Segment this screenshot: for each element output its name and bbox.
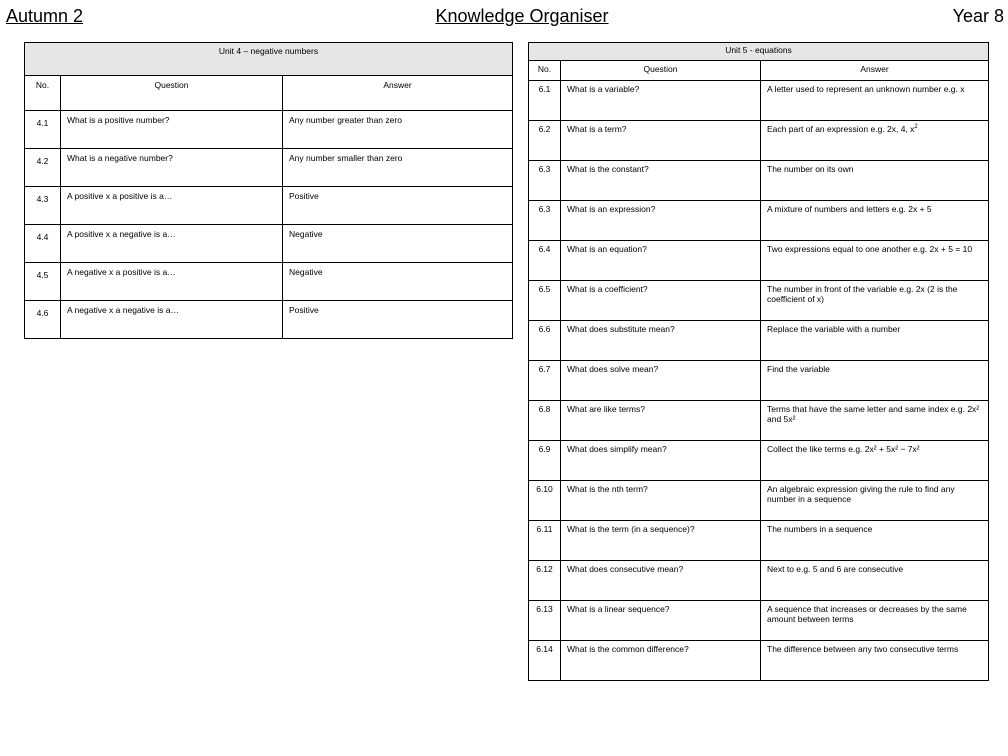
- unit5-no-cell: 6.6: [529, 321, 561, 361]
- table-row: [529, 521, 989, 561]
- table-row: [529, 321, 989, 361]
- unit4-question-cell: What is a negative number?: [61, 149, 283, 187]
- unit5-answer-cell: Collect the like terms e.g. 2x² + 5x² − 7x²: [761, 441, 989, 481]
- unit5-answer-cell: Terms that have the same letter and same index e.g. 2x² and 5x²: [761, 401, 989, 441]
- unit5-question-cell: What is the term (in a sequence)?: [561, 521, 761, 561]
- unit5-question-cell: What is a linear sequence?: [561, 601, 761, 641]
- unit4-answer-cell: Any number smaller than zero: [283, 149, 513, 187]
- unit5-answer-cell: Replace the variable with a number: [761, 321, 989, 361]
- unit5-question-cell: What is the nth term?: [561, 481, 761, 521]
- term-label: Autumn 2: [6, 6, 84, 26]
- unit4-no-cell: 4.3: [25, 187, 61, 225]
- unit4-question-cell: What is a positive number?: [61, 111, 283, 149]
- unit4-question-cell: A positive x a positive is a…: [61, 187, 283, 225]
- unit5-table: [528, 42, 989, 681]
- unit5-no-cell: 6.10: [529, 481, 561, 521]
- table-row: [529, 201, 989, 241]
- unit5-question-cell: What are like terms?: [561, 401, 761, 441]
- table-row: [25, 149, 513, 187]
- unit5-question-cell: What does substitute mean?: [561, 321, 761, 361]
- unit4-answer-cell: Positive: [283, 187, 513, 225]
- unit5-answer-cell: A sequence that increases or decreases by the same amount between terms: [761, 601, 989, 641]
- unit4-answer-cell: Negative: [283, 225, 513, 263]
- unit4-no-cell: 4.4: [25, 225, 61, 263]
- unit4-question-cell: A negative x a negative is a…: [61, 301, 283, 339]
- unit5-question-cell: What is an expression?: [561, 201, 761, 241]
- unit5-no-cell: 6.12: [529, 561, 561, 601]
- unit5-answer-cell: Two expressions equal to one another e.g. 2x + 5 = 10: [761, 241, 989, 281]
- unit5-col-answer: Answer: [761, 61, 989, 81]
- unit5-no-cell: 6.5: [529, 281, 561, 321]
- unit5-no-cell: 6.11: [529, 521, 561, 561]
- unit4-no-cell: 4.5: [25, 263, 61, 301]
- table-row: [25, 187, 513, 225]
- unit5-no-cell: 6.4: [529, 241, 561, 281]
- table-row: [529, 441, 989, 481]
- unit4-col-answer: Answer: [283, 76, 513, 111]
- table-row: [529, 241, 989, 281]
- unit5-answer-cell: An algebraic expression giving the rule to find any number in a sequence: [761, 481, 989, 521]
- unit4-title: Unit 4 – negative numbers: [25, 43, 513, 76]
- unit5-question-cell: What is a term?: [561, 121, 761, 161]
- unit5-title: Unit 5 - equations: [529, 43, 989, 61]
- unit5-no-cell: 6.1: [529, 81, 561, 121]
- table-row: [529, 561, 989, 601]
- unit5-no-cell: 6.3: [529, 161, 561, 201]
- unit4-question-cell: A negative x a positive is a…: [61, 263, 283, 301]
- unit5-answer-cell: Each part of an expression e.g. 2x, 4, $x^2$: [761, 121, 989, 161]
- unit4-table: [24, 42, 513, 339]
- unit5-question-cell: What is the constant?: [561, 161, 761, 201]
- table-row: [529, 281, 989, 321]
- unit4-no-cell: 4.2: [25, 149, 61, 187]
- unit5-no-cell: 6.2: [529, 121, 561, 161]
- table-row: [529, 361, 989, 401]
- unit5-no-cell: 6.13: [529, 601, 561, 641]
- table-row: [25, 263, 513, 301]
- unit5-answer-cell: A mixture of numbers and letters e.g. 2x + 5: [761, 201, 989, 241]
- unit4-col-question: Question: [61, 76, 283, 111]
- unit5-no-cell: 6.14: [529, 641, 561, 681]
- unit5-answer-cell: The number in front of the variable e.g. 2x (2 is the coefficient of x): [761, 281, 989, 321]
- unit4-no-cell: 4.6: [25, 301, 61, 339]
- table-row: [529, 161, 989, 201]
- unit5-answer-cell: The numbers in a sequence: [761, 521, 989, 561]
- unit5-question-cell: What is an equation?: [561, 241, 761, 281]
- unit5-col-no: No.: [529, 61, 561, 81]
- unit4-no-cell: 4.1: [25, 111, 61, 149]
- table-row: [529, 481, 989, 521]
- unit4-question-cell: A positive x a negative is a…: [61, 225, 283, 263]
- unit5-answer-cell: Find the variable: [761, 361, 989, 401]
- page-title: Knowledge Organiser: [435, 6, 609, 26]
- unit5-question-cell: What does simplify mean?: [561, 441, 761, 481]
- unit5-question-cell: What is a variable?: [561, 81, 761, 121]
- answer-superscript: 2: [914, 124, 918, 131]
- unit5-answer-cell: The difference between any two consecutive terms: [761, 641, 989, 681]
- unit5-no-cell: 6.8: [529, 401, 561, 441]
- table-row: [25, 301, 513, 339]
- table-row: [529, 641, 989, 681]
- unit4-answer-cell: Negative: [283, 263, 513, 301]
- table-row: [25, 225, 513, 263]
- unit5-no-cell: 6.3: [529, 201, 561, 241]
- unit5-answer-cell: The number on its own: [761, 161, 989, 201]
- unit5-question-cell: What does solve mean?: [561, 361, 761, 401]
- table-row: [25, 111, 513, 149]
- unit5-question-cell: What is a coefficient?: [561, 281, 761, 321]
- table-row: [529, 401, 989, 441]
- unit4-answer-cell: Any number greater than zero: [283, 111, 513, 149]
- unit5-answer-cell: Next to e.g. 5 and 6 are consecutive: [761, 561, 989, 601]
- unit5-no-cell: 6.7: [529, 361, 561, 401]
- unit4-col-no: No.: [25, 76, 61, 111]
- unit5-answer-cell: A letter used to represent an unknown number e.g. x: [761, 81, 989, 121]
- table-row: [529, 81, 989, 121]
- unit5-col-question: Question: [561, 61, 761, 81]
- unit4-answer-cell: Positive: [283, 301, 513, 339]
- table-row: [529, 601, 989, 641]
- unit5-question-cell: What is the common difference?: [561, 641, 761, 681]
- table-row: [529, 121, 989, 161]
- year-label: Year 8: [952, 6, 1004, 26]
- unit5-question-cell: What does consecutive mean?: [561, 561, 761, 601]
- unit5-no-cell: 6.9: [529, 441, 561, 481]
